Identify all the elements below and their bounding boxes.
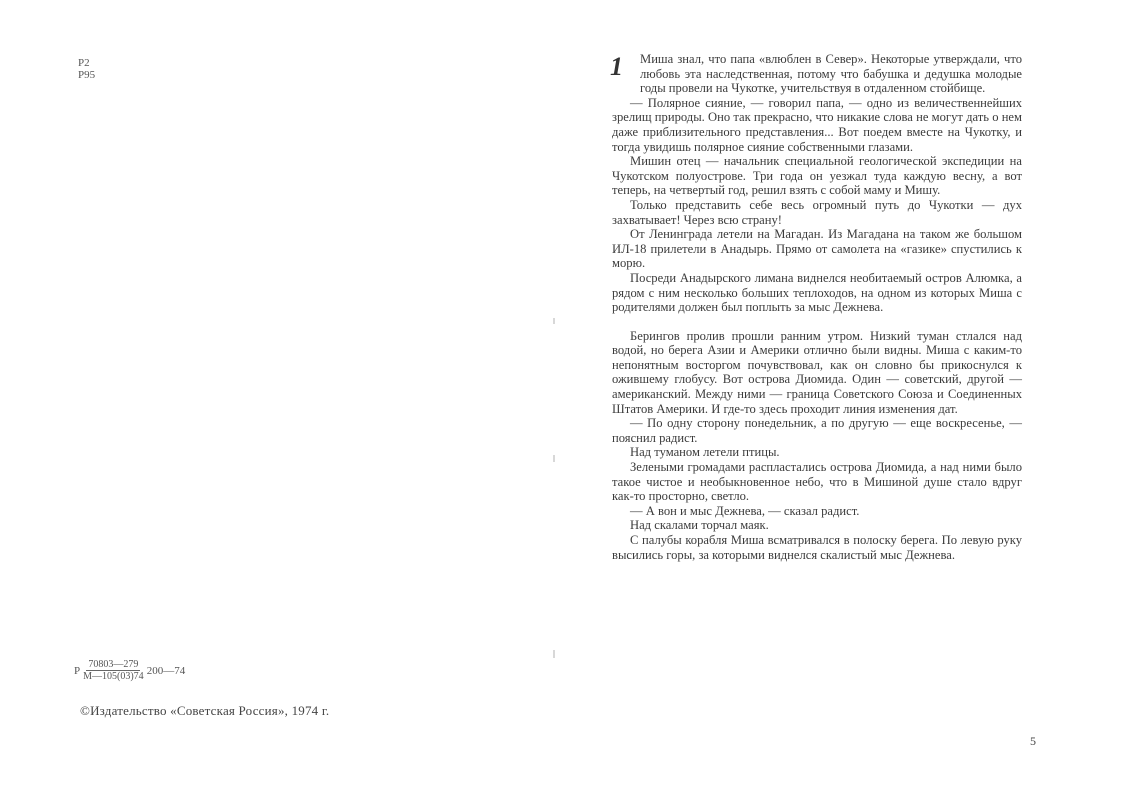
- index-fraction: [81, 659, 146, 682]
- paragraph: Берингов пролив прошли ранним утром. Низкий туман стлался над водой, но берега Азии и Америки отлично были видны. Миша с каким-то непонятным восторгом почувствовал, как он словно бы прикоснулся к ожившему глобусу. Вот острова Диомида. Один — советский, другой — американский. Между ними — граница Советского Союза и Соединенных Штатов Америки. И где-то здесь проходит линия изменения дат.: [612, 328, 1022, 416]
- paragraph: Мишин отец — начальник специальной геологической экспедиции на Чукотском полуострове. Три года он уезжал туда каждую весну, а вот теперь, на четвертый год, решил взять с собой маму и Мишу.: [612, 154, 1022, 198]
- chapter-text: [612, 52, 1022, 562]
- gutter-mark: [553, 455, 555, 462]
- copyright-line: ©Издательство «Советская Россия», 1974 г.: [80, 703, 330, 718]
- paragraph: От Ленинграда летели на Магадан. Из Магадана на таком же большом ИЛ-18 прилетели в Анадырь. Прямо от самолета на «газике» спустились к морю.: [612, 227, 1022, 271]
- index-denominator: М—105(03)74: [83, 671, 144, 682]
- paragraph: [612, 52, 1022, 96]
- gutter-mark: [553, 318, 555, 324]
- bbk-line: Р2: [78, 57, 90, 69]
- chapter-number: 1: [610, 52, 623, 81]
- publication-index-code: [74, 659, 185, 682]
- paragraph: — А вон и мыс Дежнева, — сказал радист.: [630, 503, 860, 518]
- index-numerator: 70803—279: [88, 659, 139, 670]
- left-page: [0, 0, 560, 800]
- paragraph: Над туманом летели птицы.: [630, 445, 780, 460]
- section-break: [612, 315, 1022, 329]
- index-suffix: 200—74: [146, 664, 186, 677]
- paragraph: Над скалами торчал маяк.: [630, 518, 769, 533]
- paragraph: Посреди Анадырского лимана виднелся необитаемый остров Алюмка, а рядом с ним несколько больших теплоходов, на одном из которых Миша с родителями должен был поплыть за мыс Дежнева.: [612, 270, 1022, 315]
- gutter-mark: [553, 650, 555, 658]
- right-page: [580, 52, 1050, 792]
- paragraph: Зелеными громадами распластались острова Диомида, а над ними было такое чистое и необыкновенное небо, что в Мишиной душе стало вдруг как-то просторно, светло.: [612, 460, 1022, 504]
- paragraph: — Полярное сияние, — говорил папа, — одно из величественнейших зрелищ природы. Оно так прекрасно, что никакие слова не могут дать о нем даже приблизительного представления... Вот поедем вместе на Чукотку, и тогда увидишь полярное сияние собственными глазами.: [612, 95, 1022, 154]
- paragraph: Только представить себе весь огромный путь до Чукотки — дух захватывает! Через всю страну!: [612, 197, 1022, 227]
- page-number: 5: [1030, 734, 1036, 748]
- bbk-line: Р95: [78, 69, 96, 81]
- bbk-index: [78, 57, 95, 81]
- paragraph-text: Миша знал, что папа «влюблен в Север». Некоторые утверждали, что любовь эта наследственная, потому что бабушка и дедушка молодые годы провели на Чукотке, учительствуя в отдаленном стойбище.: [640, 52, 1022, 96]
- index-prefix: Р: [74, 664, 81, 677]
- paragraph: — По одну сторону понедельник, а по другую — еще воскресенье, — пояснил радист.: [612, 416, 1022, 445]
- paragraph: С палубы корабля Миша всматривался в полоску берега. По левую руку высились горы, за которыми виднелся скалистый мыс Дежнева.: [612, 533, 1022, 562]
